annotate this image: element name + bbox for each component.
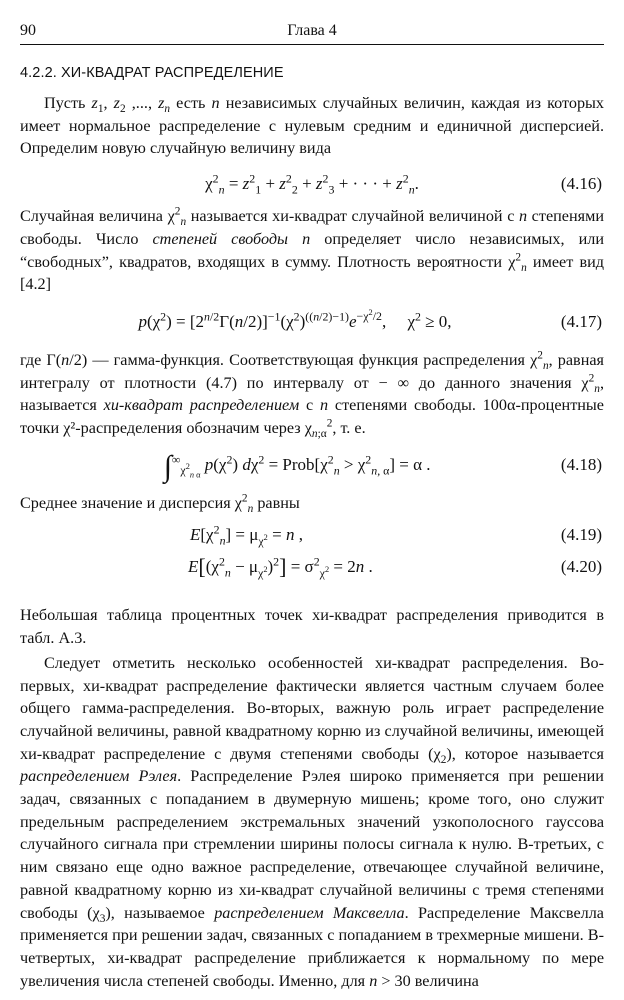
equation-4-16-body: $\chi^2_n = z^2_1 + z^2_2 + z^2_3$ + · · · + $z^2_n$. [205, 171, 419, 197]
equation-4-17 [20, 309, 604, 335]
equation-4-19 [20, 522, 604, 548]
equation-number: (4.19) [560, 525, 602, 545]
running-header [20, 22, 604, 46]
equation-number: (4.20) [560, 557, 602, 577]
equation-4-20 [20, 554, 604, 580]
paragraph-definition: Случайная величина $\chi^2_n$ называется хи-квадрат случайной величиной с n степенями свободы. Число степеней свободы n определяет число независимых, или “свободных”, квадратов, входящих в сумму. Плотность вероятности $\chi^2_n$ имеет вид [4.2] [20, 205, 604, 294]
chapter-title: Глава 4 [287, 22, 337, 39]
book-page [20, 22, 604, 992]
paragraph-gamma: где Γ(n/2) — гамма-функция. Соответствующая функция распределения $\chi^2_n$, равная интегралу от плотности (4.7) по интервалу от − ∞ до данного значения $\chi^2_n$, называется хи-квадрат распределением с n степенями свободы. 100α-процентные точки χ²-распределения обозначим через $\chi_{n;\alpha}^2$, т. е. [20, 349, 604, 441]
paragraph-table-ref: Небольшая таблица процентных точек хи-квадрат распределения приводится в табл. А.3. [20, 606, 604, 648]
equation-number: (4.16) [560, 174, 602, 194]
equation-4-18 [20, 449, 604, 483]
equation-4-18-body: $\int^\infty_{\chi^2_{n \alpha}}$ $p(\chi^2) d\chi^2$ = $Prob[\chi^2_n > \chi^2_{n, \alpha}] = \alpha$ . [163, 449, 461, 483]
paragraph-moments: Среднее значение и дисперсия $\chi^2_n$ равны [20, 492, 300, 515]
equation-number: (4.17) [560, 311, 602, 331]
equation-4-20-body: $E[(\chi^2_n - \mu_{\chi^2})^2] = \sigma^2_{\chi^2} = 2n$ . [188, 554, 373, 580]
section-title: 4.2.2. ХИ-КВАДРАТ РАСПРЕДЕЛЕНИЕ [20, 65, 284, 81]
equation-4-16 [20, 171, 604, 197]
equation-4-19-body: $E[\chi^2_n] = \mu_{\chi^2} = n$ , [190, 522, 303, 548]
header-rule [20, 44, 604, 45]
equation-number: (4.18) [560, 454, 602, 474]
equation-4-17-body: $p(\chi^2) = [2^{n/2}\Gamma(n/2)]^{-1}(\chi^2)^{((n/2)-1)}e^{-\chi^2/2}$, $\chi^2 \ge 0$, [138, 308, 486, 331]
paragraph-intro: Пусть $z_1$, $z_2$ ,..., $z_n$ есть n независимых случайных величин, каждая из которых имеет нормальное распределение с нулевым средним и единичной дисперсией. Определим новую случайную величину вида [20, 94, 605, 158]
page-number: 90 [20, 22, 36, 39]
paragraph-features: Следует отметить несколько особенностей хи-квадрат распределения. Во-первых, хи-квадрат распределение фактически является частным случаем более общего гамма-распределения. Во-вторых, важную роль играет распределение случайной величины, равной квадратному корню из случайной величины, имеющей хи-квадрат распределение с двумя степенями свободы $(\chi_2)$, которое называется распределением Рэлея. Распределение Рэлея широко применяется при решении задач, связанных с попаданием в двумерную мишень; кроме того, оно служит предельным распределением экстремальных значений узкополосного гауссова случайного сигнала при стремлении ширины полосы сигнала к нулю. В-третьих, с ним связано еще одно важное распределение, отвечающее случайной величине, равной квадратному корню из хи-квадрат случайной величины с тремя степенями свободы $(\chi_3)$, называемое распределением Максвелла. Распределение Максвелла применяется при решении задач, связанных с попаданием в трехмерные мишени. В-четвертых, хи-квадрат распределение приближается к нормальному по мере увеличения числа степеней свободы. Именно, для n > 30 величина [20, 653, 604, 990]
